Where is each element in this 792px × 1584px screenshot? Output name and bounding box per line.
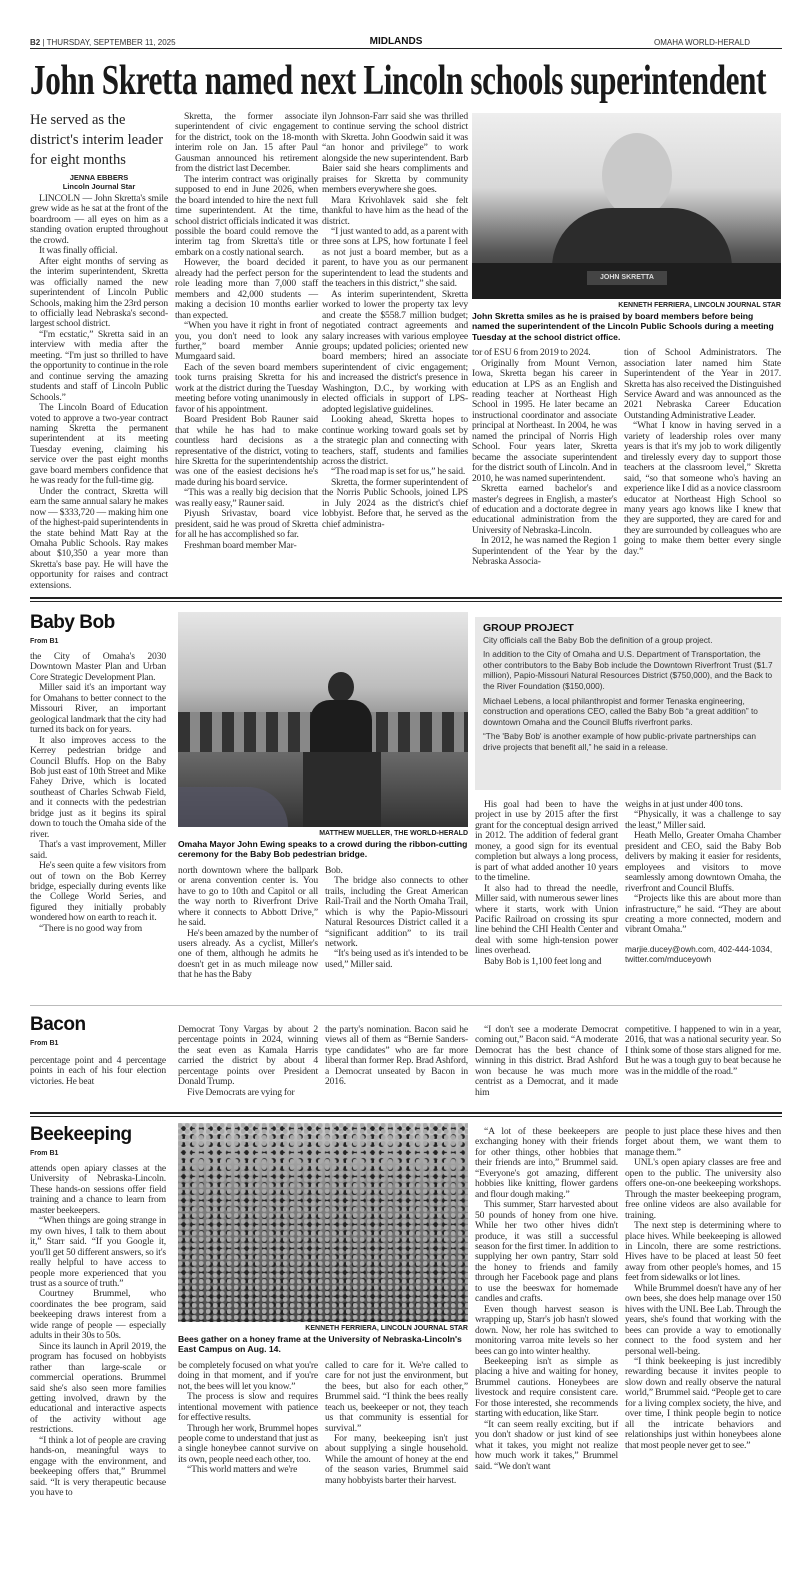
- paragraph: the party's nomination. Bacon said he views all of them as “Bernie Sanders-type candidates” who are far more liberal than former Rep. Brad Ashford, a Democrat unseated by Bacon in 2016.: [325, 1024, 468, 1088]
- jump-from: From B1: [30, 638, 59, 645]
- paragraph: weighs in at just under 400 tons.: [625, 799, 743, 810]
- article-column: [475, 800, 618, 967]
- paragraph: percentage point and 4 percentage points in each of his four election victories. He beat: [30, 1055, 166, 1087]
- paragraph: He's seen quite a few visitors from out of town on the Bob Kerrey bridge, especially during events like the College World Series, and figured they initially probably wondered how on earth to reach it.: [30, 860, 166, 924]
- group-project-sidebar: [475, 617, 781, 790]
- deck: He served as the district's interim leader for eight months: [30, 112, 164, 168]
- paragraph: “When things are going strange in my own hives, I talk to them about it,” Starr said. “If you Google it, you'll get 50 different answers, so it's really helpful to have access to people more experienced that you trust as a source of truth.”: [30, 1215, 166, 1289]
- paragraph: Skretta earned bachelor's and master's degrees in English, a master's of education and a doctorate degree in educational administration from the University of Nebraska-Lincoln.: [472, 483, 617, 536]
- speaker-body: [310, 700, 372, 760]
- paragraph: Miller said it's an important way for Omahans to better connect to the Missouri River, an important geological landmark that the city had turned its back on for years.: [30, 682, 166, 736]
- paragraph: LINCOLN — John Skretta's smile grew wide as he sat at the front of the boardroom — all eyes on him as a standing ovation erupted throughout the crowd.: [30, 193, 168, 246]
- paragraph: Skretta, the former associate superintendent of civic engagement for the district, took on the 18-month interim role on Jan. 15 after Paul Gausman announced his retirement from the district last December.: [175, 111, 318, 175]
- photo-credit: KENNETH FERRIERA, LINCOLN JOURNAL STAR: [618, 302, 781, 309]
- paragraph: The Lincoln Board of Education voted to approve a two-year contract naming Skretta the permanent superintendent at its meeting Tuesday evening, claiming his service over the past eight months gave board members confidence that he was ready for the full-time gig.: [30, 402, 168, 487]
- paragraph: Even though harvest season is wrapping up, Starr's job hasn't slowed down. Now, her role has switched to monitoring varroa mite levels so her bees can go into winter healthy.: [475, 1303, 618, 1357]
- photo-caption: Bees gather on a honey frame at the University of Nebraska-Lincoln's East Campus on Aug. 14.: [178, 1334, 462, 1355]
- paragraph: “I think a lot of people are craving hands-on, meaningful ways to engage with the environment, and beekeeping offers that,” Brummel said. “It is very therapeutic because you have to: [30, 1434, 166, 1499]
- paragraph: Baby Bob is 1,100 feet long and: [484, 955, 602, 967]
- paragraph: “I just wanted to add, as a parent with three sons at LPS, how fortunate I feel as not just a board member, but as a parent, to have you as our permanent superintendent to lead the students and the teachers in this district,” she said.: [322, 225, 468, 290]
- author: JENNA EBBERS: [69, 173, 129, 182]
- paragraph: The bridge also connects to other trails, including the Great American Rail-Trail and the North Omaha Trail, which is why the Papio-Missouri Natural Resources District called it a “significant addition” to its trail network.: [325, 875, 468, 949]
- skretta-photo: [472, 113, 781, 299]
- paragraph: Bob.: [325, 864, 343, 876]
- babybob-photo: [178, 612, 468, 827]
- article-column: [625, 800, 781, 936]
- article-column: [325, 866, 468, 981]
- article-column: [175, 112, 318, 551]
- foliage: [178, 787, 288, 827]
- section-rule: [30, 597, 782, 599]
- article-column: [325, 1025, 468, 1088]
- paragraph: Through her work, Brummel hopes people come to understand that just as a single honeybee cannot survive on its own, people need each other, too.: [178, 1422, 318, 1465]
- paragraph: “I don't see a moderate Democrat coming out,” Bacon said. “A moderate Democrat has the best chance of winning in this district. Brad Ashford won because he was much more centrist as a Democrat, and it made him: [475, 1024, 618, 1098]
- person-head: [602, 133, 672, 218]
- paragraph: The interim contract was originally supposed to end in June 2026, when the board intended to hire the next full time superintendent. At the time, school district officials indicated it was possible the board could remove the interim tag from Skretta's title or embark on a costly national search.: [175, 173, 318, 258]
- speaker-head: [328, 672, 354, 702]
- bees-photo: [178, 1123, 468, 1322]
- jump-from: From B1: [30, 1040, 59, 1047]
- article-column: [30, 652, 166, 934]
- paragraph: His goal had been to have the project in use by 2015 after the first grant for the conceptual design arrived in 2012. The addition of federal grant money, a good sign for its eventual completion but always a long process, is part of what added another 10 years to the timeline.: [475, 799, 618, 884]
- paragraph: Courtney Brummel, who coordinates the bee program, said beekeeping draws interest from a wide range of people — especially adults in their 30s to 50s.: [30, 1288, 166, 1342]
- paragraph: be completely focused on what you're doing in that moment, and if you're not, the bees will let you know.”: [178, 1359, 318, 1392]
- paragraph: However, the board decided it already had the perfect person for the role leading more than 7,000 staff members and 42,000 students — making a decision 10 months earlier than expected.: [175, 257, 318, 321]
- headline: John Skretta named next Lincoln schools superintendent: [30, 58, 767, 104]
- paragraph: The process is slow and requires intentional movement with patience for effective results.: [178, 1391, 318, 1424]
- podium: [303, 752, 381, 827]
- paragraph: “The 'Baby Bob' is another example of how public-private partnerships can drive projects that benefit all,” he said in a release.: [483, 731, 756, 752]
- photo-block: [472, 301, 781, 568]
- article-column: [475, 1025, 618, 1098]
- paragraph: Freshman board member Mar-: [184, 539, 297, 551]
- paragraph: “The road map is set for us,” he said.: [331, 466, 466, 478]
- paragraph: That's a vast improvement, Miller said.: [30, 839, 166, 861]
- paragraph: City officials call the Baby Bob the definition of a group project.: [483, 634, 713, 645]
- photo-caption: Omaha Mayor John Ewing speaks to a crowd during the ribbon-cutting ceremony for the Baby Bob pedestrian bridge.: [178, 839, 468, 860]
- paragraph: While Brummel doesn't have any of her own bees, she does help manage over 150 hives with the UNL Bee Lab. Through the years, she's found that working with the bees can provide a way to emotionally connect to the food system and her personal well-being.: [625, 1282, 781, 1357]
- article-column: [178, 1025, 318, 1098]
- article-column: [30, 1056, 166, 1087]
- paragraph: Democrat Tony Vargas by about 2 percentage points in 2024, winning the seat even as Kamala Harris carried the district by about 4 percentage points over President Donald Trump.: [178, 1024, 318, 1088]
- paragraph: This summer, Starr harvested about 50 pounds of honey from one hive. While her two other hives didn't produce, it was still a successful season for the first timer. In addition to supplying her own pantry, Starr sold the honey to friends and family through her Facebook page and plans to use the beeswax for homemade candles and crafts.: [475, 1199, 618, 1305]
- paragraph: Each of the seven board members took turns praising Skretta for his work at the district during the Tuesday meeting before voting unanimously in favor of his appointment.: [175, 361, 318, 415]
- page-date: THURSDAY, SEPTEMBER 11, 2025: [46, 38, 176, 47]
- paragraph: “This world matters and we're: [187, 1464, 298, 1476]
- paragraph: “When you have it right in front of you, you don't need to look any further,” board member Annie Mumgaard said.: [175, 320, 318, 363]
- paragraph: north downtown where the ballpark or arena convention center is. You have to go to 10th and Capitol or all the way north to Riverfront Drive where it connects to Abbott Drive,” he said.: [178, 864, 318, 929]
- page-number: B2: [30, 38, 41, 47]
- paragraph: attends open apiary classes at the University of Nebraska-Lincoln. These hands-on sessions offer field training and a chance to learn from master beekeepers.: [30, 1163, 166, 1216]
- section-title: Beekeeping: [30, 1124, 132, 1145]
- paragraph: The next step is determining where to place hives. While beekeeping is allowed in Lincoln, there are some restrictions. Hives have to be placed at least 50 feet away from other people's homes, and 15 feet from sidewalks or lot lines.: [625, 1220, 781, 1284]
- paragraph: It also improves access to the Kerrey pedestrian bridge and Council Bluffs. Hop on the Baby Bob just east of 10th Street and Mike Fahey Drive, which is located southeast of Charles Schwab Field, and it connects with the pedestrian bridge just as it begins its spiral down to touch the Omaha side of the river.: [30, 734, 166, 840]
- nameplate: JOHN SKRETTA: [587, 271, 667, 285]
- paragraph: tor of ESU 6 from 2019 to 2024.: [472, 347, 591, 359]
- paragraph: Heath Mello, Greater Omaha Chamber president and CEO, said the Baby Bob delivers by making it easier for residents, employees and visitors to move seamlessly among downtown Omaha, the riverfront and Council Bluffs.: [625, 830, 781, 894]
- section-rule: [30, 1116, 782, 1117]
- paragraph: “Physically, it was a challenge to say the least,” Miller said.: [625, 809, 781, 831]
- outlet: Lincoln Journal Star: [62, 182, 136, 191]
- paragraph: In 2012, he was named the Region 1 Superintendent of the Year by the Nebraska Associa-: [472, 535, 617, 568]
- paragraph: Under the contract, Skretta will earn the same annual salary he makes now — $333,720 — making him one of the highest-paid superintendents in the state behind Matt Ray at the Omaha Public Schools. Ray makes about $10,350 a year more than Skretta's base pay. He will have the opportunity for raises and contract extensions.: [30, 485, 168, 591]
- lead-column: [30, 110, 168, 591]
- photo-block: [178, 1324, 468, 1486]
- paragraph: Since its launch in April 2019, the program has focused on hobbyists rather than large-scale or commercial operations. Brummel said she's also seen more families getting involved, drawn by the educational and interactive aspects of the activity without age restrictions.: [30, 1340, 166, 1436]
- article-column: [325, 1361, 468, 1486]
- paragraph: competitive. I happened to win in a year, 2016, that was a national security year. So I think some of those stars aligned for me. But he was a tough guy to beat because he was in the middle of the road.”: [625, 1024, 781, 1077]
- article-column: [30, 194, 168, 591]
- paragraph: Skretta, the former superintendent of the Norris Public Schools, joined LPS in July 2024 as the district's chief lobbyist. Before that, he served as the chief administra-: [322, 476, 468, 530]
- section-rule: [30, 1112, 782, 1114]
- paragraph: ilyn Johnson-Farr said she was thrilled to continue serving the school district with Skretta. John Goodwin said it was “an honor and privilege” to work alongside the new superintendent. Barb Baier said she hears compliments and praises for Skretta by community members everywhere she goes.: [322, 111, 468, 196]
- jump-from: From B1: [30, 1150, 59, 1157]
- article-column: [625, 1025, 781, 1077]
- sidebar-title: GROUP PROJECT: [483, 622, 574, 634]
- article-column: [625, 1127, 781, 1451]
- paragraph: Board President Bob Rauner said that while he has had to make countless hard decisions as a representative of the district, voting to hire Skretta for the superintendentship was one of the easiest decisions he's made during his board service.: [175, 414, 318, 488]
- header-rule: [30, 48, 782, 49]
- article-column: [472, 348, 617, 568]
- paragraph: tion of School Administrators. The association later named him State Superintendent of the Year in 2017. Skretta has also received the Distinguished Service Award and was announced as the 2021 Nebraska Career Education Outstanding Administrative Leader.: [624, 347, 781, 421]
- paragraph: “There is no good way from: [39, 922, 143, 934]
- photo-credit: MATTHEW MUELLER, THE WORLD-HERALD: [319, 830, 468, 837]
- paragraph: Michael Lebens, a local philanthropist and former Tenaska engineering, construction and operations CEO, called the Baby Bob “a great addition” to downtown Omaha and the Council Bluffs riverfront parks.: [483, 695, 758, 727]
- paragraph: UNL's open apiary classes are free and open to the public. The university also offers one-on-one beekeeping workshops. Through the master beekeeping program, free online videos are also available for training.: [625, 1157, 781, 1221]
- paragraph: “It can seem really exciting, but if you don't shadow or just kind of see what it takes, you might not realize how much work it takes,” Brummel said. “We don't want: [475, 1418, 618, 1472]
- paragraph: called to care for it. We're called to care for not just the environment, but the bees, but also for each other,” Brummel said. “I think the bees really teach us, beekeeper or not, they teach us that community is essential for survival.”: [325, 1359, 468, 1434]
- paragraph: Beekeeping isn't as simple as placing a hive and waiting for honey, Brummel cautions. Honeybees are livestock and require consistent care. For those interested, she recommends starting with education, like Starr.: [475, 1355, 618, 1420]
- photo-caption: John Skretta smiles as he is praised by board members before being named the superintendent of the Lincoln Public Schools during a meeting Tuesday at the school district office.: [472, 311, 774, 342]
- section-name: MIDLANDS: [369, 36, 423, 47]
- paragraph: Piyush Srivastav, board vice president, said he was proud of Skretta for all he has accomplished so far.: [175, 508, 318, 541]
- column-with-signoff: [625, 800, 781, 967]
- article-column: [30, 1164, 166, 1499]
- paragraph: Looking ahead, Skretta hopes to continue working toward goals set by the strategic plan and connecting with teachers, staff, students and families across the district.: [322, 414, 468, 467]
- photo-block: [178, 829, 468, 981]
- paragraph: Five Democrats are vying for: [187, 1086, 295, 1098]
- article-column: [178, 1361, 318, 1486]
- column-row: [475, 800, 781, 967]
- paragraph: For many, beekeeping isn't just about supplying a single household. While the amount of honey at the end of the season varies, Brummel said many hobbyists barter their harvest.: [325, 1432, 468, 1486]
- section-title: Baby Bob: [30, 612, 115, 633]
- paragraph: Mara Krivohlavek said she felt thankful to have him as the head of the district.: [322, 194, 468, 227]
- paragraph: As interim superintendent, Skretta worked to lower the property tax levy and create the $558.7 million budget; negotiated contract agreements and salary increases with various employee groups; updated policies; oriented new board members; hired an associate superintendent of civic engagement; and increased the district's presence in Washington, D.C., by working with elected officials in support of LPS-adopted legislative guidelines.: [322, 288, 468, 415]
- paragraph: After eight months of serving as the interim superintendent, Skretta was officially named the new superintendent of Lincoln Public Schools, making him the 23rd person to officially lead Nebraska's second-largest school district.: [30, 255, 168, 330]
- paragraph: “Projects like this are about more than infrastructure,” he said. “They are about creating a more connected, modern and vibrant Omaha.”: [625, 893, 781, 936]
- article-column: [624, 348, 781, 568]
- photo-credit: KENNETH FERRIERA, LINCOLN JOURNAL STAR: [305, 1325, 468, 1332]
- paragraph: “This was a really big decision that was really easy,” Rauner said.: [175, 487, 318, 509]
- article-column: [178, 866, 318, 981]
- paragraph: “I'm ecstatic,” Skretta said in an interview with media after the meeting. “I'm just so thrilled to have the opportunity to continue in the role and continue serving the amazing students and staff of Lincoln Public Schools.”: [30, 328, 168, 403]
- article-column: [475, 1127, 618, 1472]
- paragraph: the City of Omaha's 2030 Downtown Master Plan and Urban Core Strategic Development Plan.: [30, 651, 166, 683]
- section-rule: [30, 601, 782, 602]
- paragraph: It also had to thread the needle, Miller said, with numerous sewer lines where it starts, work with Union Pacific Railroad on crossing its spur line behind the CHI Health Center and deal with some high-tension power lines overhead.: [475, 882, 618, 957]
- section-rule: [30, 1005, 782, 1006]
- paragraph: He's been amazed by the number of users already. As a cyclist, Miller's one of them, although he admits he doesn't get in as much mileage now that he has the Baby: [178, 927, 318, 981]
- page-folio: B2 | THURSDAY, SEPTEMBER 11, 2025: [30, 38, 176, 47]
- byline: [30, 173, 168, 191]
- paragraph: “It's being used as it's intended to be used,” Miller said.: [325, 948, 468, 970]
- paragraph: people to just place these hives and then forget about them, we want them to manage them.”: [625, 1126, 781, 1158]
- paragraph: It was finally official.: [39, 245, 118, 257]
- paragraph: “A lot of these beekeepers are exchanging honey with their friends for other things, other hobbies that their friends are into,” Brummel said. “Everyone's got amazing, different hobbies like knitting, flower gardens and flour dough making.”: [475, 1126, 618, 1200]
- paragraph: “I think beekeeping is just incredibly rewarding because it invites people to slow down and really observe the natural world,” Brummel said. “People get to care for a living complex society, the hive, and over time, I think people begin to notice all the intricate behaviors and relationships just within honeybees alone that most people never get to see.”: [625, 1355, 781, 1451]
- sidebar-body: [483, 635, 773, 753]
- article-column: [322, 112, 468, 530]
- paper-name: OMAHA WORLD-HERALD: [653, 38, 750, 47]
- paragraph: “What I know in having served in a variety of leadership roles over many years is that it's my job to work diligently and tirelessly every day to support those teachers at the classroom level,” Skretta said, “so that someone who's having an experience like I did as a novice classroom educator at Northeast High School so many years ago knows like I knew that they are supported, they are cared for and they are surrounded by colleagues who are going to make them better every single day.”: [624, 420, 781, 557]
- paragraph: In addition to the City of Omaha and U.S. Department of Transportation, the other contributors to the Baby Bob include the Downtown Riverfront Trust ($1.7 million), Papio-Missouri Natural Resources District ($750,000), and the Back to the River Foundation ($150,000).: [483, 649, 773, 691]
- section-title: Bacon: [30, 1014, 86, 1035]
- author-contact[interactable]: marjie.ducey@owh.com, 402-444-1034, twitter.com/mduceyowh: [625, 943, 773, 965]
- paragraph: Originally from Mount Vernon, Iowa, Skretta began his career in education at LPS as an English and reading teacher at Northeast High School in 1995. He later became an instructional coordinator and associate principal at Northeast. In 2004, he was named the principal of Norris High School. Four years later, Skretta became the associate superintendent for the district south of Lincoln. And in 2010, he was named superintendent.: [472, 357, 617, 484]
